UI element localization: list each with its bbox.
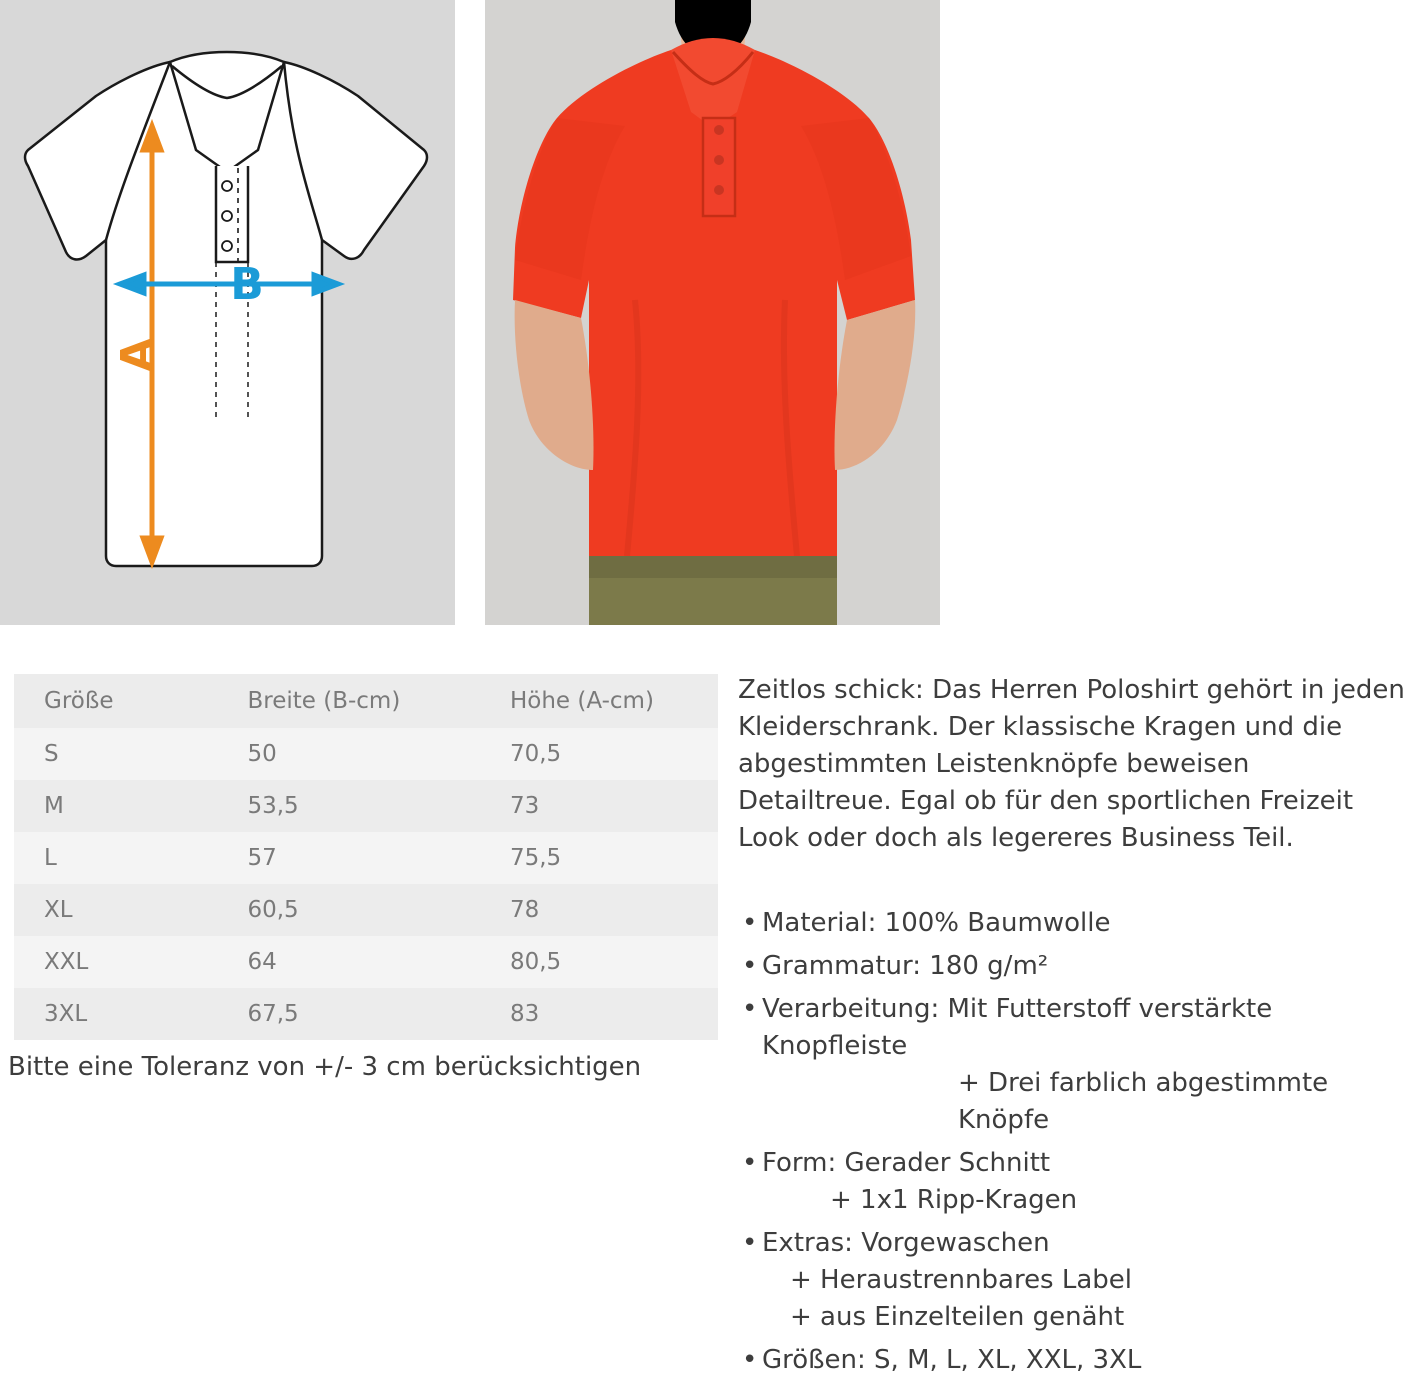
cell-height: 70,5 (480, 728, 718, 780)
feature-continuation: + Drei farblich abgestimmte Knöpfe (958, 1068, 1329, 1135)
feature-continuation: + 1x1 Ripp-Kragen (830, 1185, 1078, 1215)
polo-technical-svg (0, 0, 455, 625)
feature-text: Größen: S, M, L, XL, XXL, 3XL (762, 1345, 1142, 1375)
list-item (738, 1145, 1410, 1219)
bullet-icon: • (742, 1345, 758, 1375)
table-row (14, 988, 718, 1040)
size-table (14, 674, 718, 1040)
table-header-row (14, 674, 718, 728)
cell-height: 75,5 (480, 832, 718, 884)
feature-text: Verarbeitung: Mit Futterstoff verstärkte Knopfleiste (762, 994, 1273, 1061)
feature-continuation: + aus Einzelteilen genäht (790, 1302, 1125, 1332)
product-images (0, 0, 1423, 625)
cell-size: 3XL (14, 988, 217, 1040)
cell-height: 83 (480, 988, 718, 1040)
cell-size: M (14, 780, 217, 832)
cell-width: 53,5 (217, 780, 480, 832)
height-label: A (112, 337, 163, 373)
cell-width: 67,5 (217, 988, 480, 1040)
bullet-icon: • (742, 908, 758, 938)
width-label: B (230, 259, 264, 310)
tolerance-note: Bitte eine Toleranz von +/- 3 cm berücksichtigen (8, 1052, 642, 1082)
description-intro: Zeitlos schick: Das Herren Poloshirt gehört in jeden Kleiderschrank. Der klassische Kragen und die abgestimmten Leistenknöpfe beweisen Detailtreue. Egal ob für den sportlichen Freizeit Look oder doch als legereres Business Teil. (738, 675, 1405, 853)
table-row (14, 728, 718, 780)
list-item (738, 991, 1410, 1139)
cell-width: 64 (217, 936, 480, 988)
table-row (14, 936, 718, 988)
bullet-icon: • (742, 1148, 758, 1178)
model-photo-svg (485, 0, 940, 625)
cell-height: 80,5 (480, 936, 718, 988)
table-row (14, 832, 718, 884)
feature-text: Grammatur: 180 g/m² (762, 951, 1049, 981)
bullet-icon: • (742, 951, 758, 981)
cell-height: 78 (480, 884, 718, 936)
cell-width: 57 (217, 832, 480, 884)
list-item (738, 1225, 1410, 1336)
cell-size: L (14, 832, 217, 884)
feature-list (738, 905, 1410, 1379)
table-row (14, 780, 718, 832)
cell-size: XXL (14, 936, 217, 988)
cell-width: 60,5 (217, 884, 480, 936)
header-width: Breite (B-cm) (217, 674, 480, 728)
cell-size: S (14, 728, 217, 780)
header-size: Größe (14, 674, 217, 728)
feature-text: Material: 100% Baumwolle (762, 908, 1111, 938)
table-row (14, 884, 718, 936)
product-description (738, 672, 1410, 1385)
list-item (738, 948, 1410, 985)
bullet-icon: • (742, 1228, 758, 1258)
feature-continuation: + Heraustrennbares Label (790, 1265, 1133, 1295)
technical-drawing-image (0, 0, 455, 625)
header-height: Höhe (A-cm) (480, 674, 718, 728)
cell-height: 73 (480, 780, 718, 832)
bullet-icon: • (742, 994, 758, 1024)
list-item (738, 905, 1410, 942)
feature-text: Form: Gerader Schnitt (762, 1148, 1051, 1178)
size-table-wrapper (14, 674, 718, 1040)
product-photo (485, 0, 940, 625)
list-item (738, 1342, 1410, 1379)
feature-text: Extras: Vorgewaschen (762, 1228, 1050, 1258)
cell-size: XL (14, 884, 217, 936)
cell-width: 50 (217, 728, 480, 780)
